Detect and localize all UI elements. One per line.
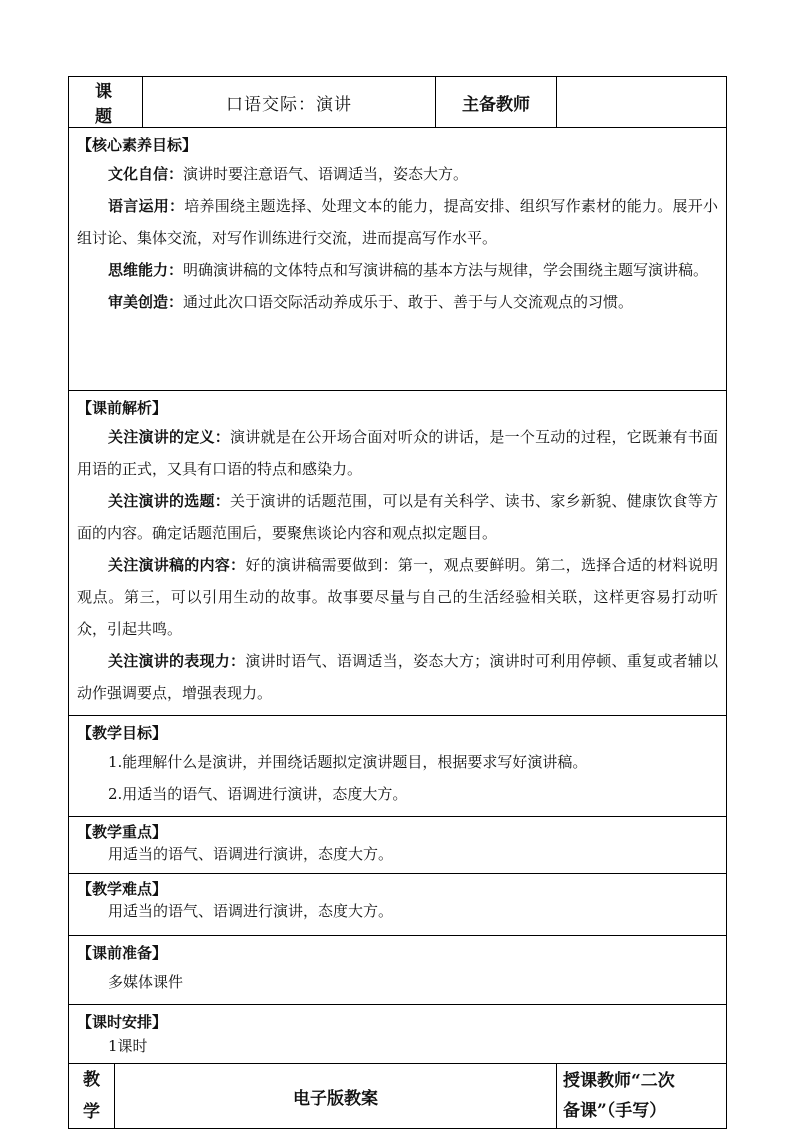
key-points-heading: 【教学重点】 (77, 823, 168, 841)
schedule-section (69, 1005, 727, 1064)
difficulties-section (69, 874, 727, 936)
preparation-heading: 【课前准备】 (77, 944, 168, 962)
key-points-section (69, 817, 727, 874)
pre-analysis-item: 关注演讲的表现力：演讲时语气、语调适当，姿态大方；演讲时可利用停顿、重复或者辅以动作强调要点，增强表现力。 (77, 652, 718, 702)
footer-row (69, 1064, 727, 1129)
core-goal-item: 审美创造：通过此次口语交际活动养成乐于、敢于、善于与人交流观点的习惯。 (108, 293, 634, 311)
schedule-row (69, 1005, 727, 1064)
teaching-goal-item: 2.用适当的语气、语调进行演讲，态度大方。 (108, 785, 408, 803)
footer-second-prep: 授课教师“二次 备课”（手写） (557, 1064, 727, 1129)
teaching-goals-heading: 【教学目标】 (77, 724, 168, 742)
core-goals-section (69, 128, 727, 391)
footer-teaching-label: 教 学 (69, 1064, 115, 1129)
lesson-plan-page (68, 76, 726, 1129)
schedule-heading: 【课时安排】 (77, 1013, 168, 1031)
preparation-row (69, 936, 727, 1005)
header-row (69, 77, 727, 128)
lesson-plan-table (68, 76, 727, 1129)
footer-electronic-plan: 电子版教案 (115, 1064, 557, 1129)
pre-analysis-item: 关注演讲稿的内容：好的演讲稿需要做到：第一，观点要鲜明。第二，选择合适的材料说明观点。第三，可以引用生动的故事。故事要尽量与自己的生活经验相关联，这样更容易打动听众，引起共鸣。 (77, 556, 718, 638)
key-points-text: 用适当的语气、语调进行演讲，态度大方。 (108, 845, 394, 863)
core-goal-item: 思维能力：明确演讲稿的文体特点和写演讲稿的基本方法与规律，学会围绕主题写演讲稿。 (108, 261, 709, 279)
teaching-goals-row (69, 716, 727, 817)
topic-value: 口语交际：演讲 (143, 77, 436, 128)
difficulties-text: 用适当的语气、语调进行演讲，态度大方。 (108, 902, 394, 920)
schedule-text: 1课时 (108, 1037, 148, 1055)
pre-analysis-item: 关注演讲的定义：演讲就是在公开场合面对听众的讲话，是一个互动的过程，它既兼有书面用语的正式，又具有口语的特点和感染力。 (77, 428, 718, 478)
teaching-goals-section (69, 716, 727, 817)
topic-label: 课题 (69, 77, 143, 128)
preparation-text: 多媒体课件 (108, 973, 184, 991)
pre-analysis-item: 关注演讲的选题：关于演讲的话题范围，可以是有关科学、读书、家乡新貌、健康饮食等方面的内容。确定话题范围后，要聚焦谈论内容和观点拟定题目。 (77, 492, 718, 542)
core-goal-item: 文化自信：演讲时要注意语气、语调适当，姿态大方。 (108, 165, 469, 183)
pre-analysis-heading: 【课前解析】 (77, 399, 168, 417)
key-points-row (69, 817, 727, 874)
core-goals-heading: 【核心素养目标】 (77, 136, 198, 154)
difficulties-row (69, 874, 727, 936)
difficulties-heading: 【教学难点】 (77, 880, 168, 898)
preparation-section (69, 936, 727, 1005)
pre-analysis-section (69, 391, 727, 716)
core-goal-item: 语言运用：培养围绕主题选择、处理文本的能力，提高安排、组织写作素材的能力。展开小组讨论、集体交流，对写作训练进行交流，进而提高写作水平。 (77, 197, 718, 247)
teaching-goal-item: 1.能理解什么是演讲，并围绕话题拟定演讲题目，根据要求写好演讲稿。 (108, 753, 588, 771)
main-teacher-label: 主备教师 (436, 77, 557, 128)
main-teacher-value[interactable] (557, 77, 727, 128)
pre-analysis-row (69, 391, 727, 716)
core-goals-row (69, 128, 727, 391)
